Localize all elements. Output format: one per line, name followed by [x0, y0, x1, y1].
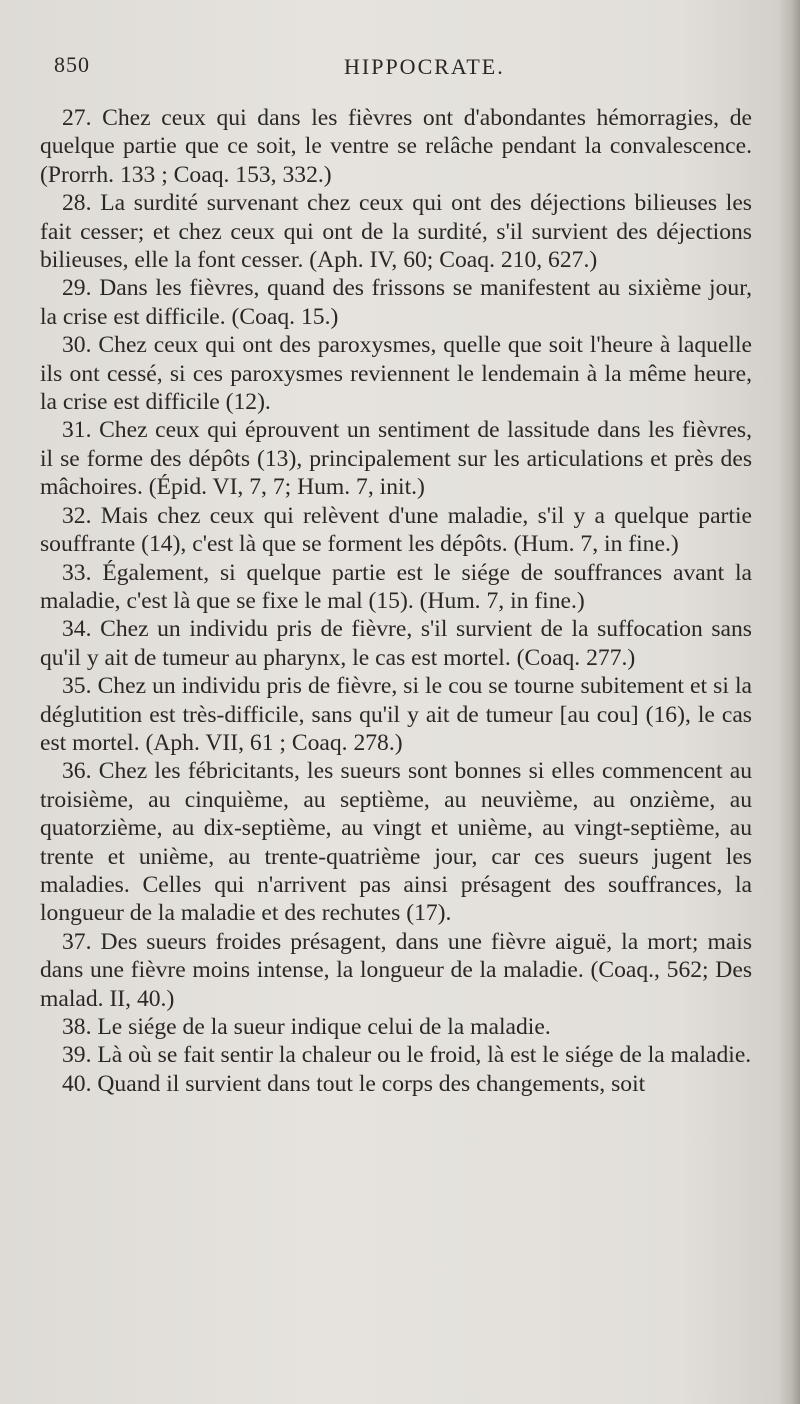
aphorism-31: 31. Chez ceux qui éprouvent un sentiment de lassitude dans les fièvres, il se forme des dépôts (13), principalement sur les articulations et près des mâchoires. (Épid. VI, 7, 7; Hum. 7, init.): [40, 417, 752, 501]
aphorism-28: 28. La surdité survenant chez ceux qui ont des déjections bilieuses les fait cesser; et chez ceux qui ont de la surdité, s'il survient des déjections bilieuses, elle la font cesser. (Aph. IV, 60; Coaq. 210, 627.): [40, 190, 752, 274]
aphorism-39: 39. Là où se fait sentir la chaleur ou le froid, là est le siége de la maladie.: [62, 1042, 752, 1069]
page-header: [54, 52, 740, 82]
aphorism-27: 27. Chez ceux qui dans les fièvres ont d'abondantes hémorragies, de quelque partie que ce soit, le ventre se relâche pendant la convalescence. (Prorrh. 133 ; Coaq. 153, 332.): [40, 105, 752, 188]
body-text: [40, 104, 752, 1098]
page-edge-shadow: [778, 0, 800, 1404]
aphorism-35: 35. Chez un individu pris de fièvre, si le cou se tourne subitement et si la déglutition est très-difficile, sans qu'il y ait de tumeur [au cou] (16), le cas est mortel. (Aph. VII, 61 ; Coaq. 278.): [40, 673, 752, 756]
aphorism-37: 37. Des sueurs froides présagent, dans une fièvre aiguë, la mort; mais dans une fièvre moins intense, la longueur de la maladie. (Coaq., 562; Des malad. II, 40.): [40, 928, 752, 1012]
aphorism-34: 34. Chez un individu pris de fièvre, s'il survient de la suffocation sans qu'il y ait de tumeur au pharynx, le cas est mortel. (Coaq. 277.): [40, 616, 752, 671]
aphorism-40: 40. Quand il survient dans tout le corps des changements, soit: [62, 1070, 646, 1097]
page-number: 850: [54, 52, 90, 77]
aphorism-32: 32. Mais chez ceux qui relèvent d'une maladie, s'il y a quelque partie souffrante (14), c'est là que se forment les dépôts. (Hum. 7, in fine.): [40, 502, 752, 558]
aphorism-36: 36. Chez les fébricitants, les sueurs sont bonnes si elles commencent au troisième, au cinquième, au septième, au neuvième, au onzième, au quatorzième, au dix-septième, au vingt et unième, au vingt-septième, au trente et unième, au trente-quatrième jour, car ces sueurs jugent les maladies. Celles qui n'arrivent pas ainsi présagent des souffrances, la longueur de la maladie et des rechutes (17).: [40, 758, 752, 927]
aphorism-38: 38. Le siége de la sueur indique celui de la maladie.: [62, 1014, 551, 1040]
aphorism-30: 30. Chez ceux qui ont des paroxysmes, quelle que soit l'heure à laquelle ils ont cessé, si ces paroxysmes reviennent le lendemain à la même heure, la crise est difficile (12).: [40, 332, 752, 416]
running-title: HIPPOCRATE.: [344, 54, 505, 79]
aphorism-33: 33. Également, si quelque partie est le siége de souffrances avant la maladie, c'est là que se fixe le mal (15). (Hum. 7, in fine.): [40, 559, 752, 614]
aphorism-29: 29. Dans les fièvres, quand des frissons se manifestent au sixième jour, la crise est difficile. (Coaq. 15.): [40, 275, 752, 330]
